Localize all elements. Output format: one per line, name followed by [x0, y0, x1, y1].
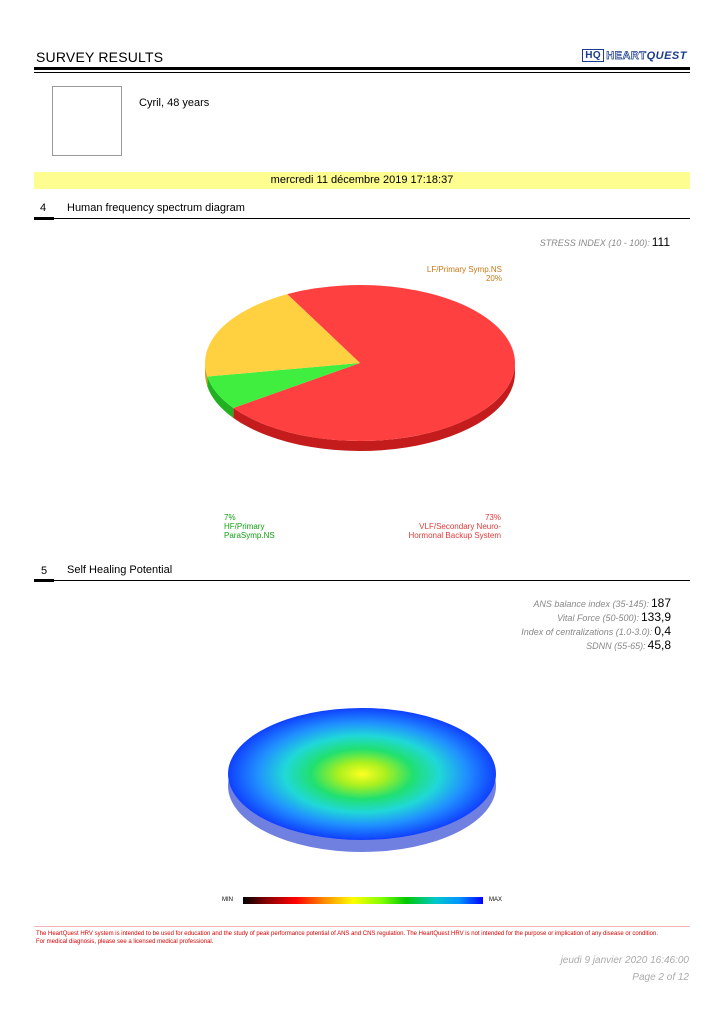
metric-sdnn: [521, 639, 671, 653]
metric-label: Vital Force (50-500):: [557, 613, 639, 623]
metric-centralization: [521, 625, 671, 639]
metric-value: 45,8: [647, 638, 671, 652]
hf-label-percent: 7%: [224, 513, 236, 522]
hf-label-name-2: ParaSymp.NS: [224, 531, 275, 540]
disc-top: [228, 708, 496, 840]
lf-label-percent: 20%: [485, 274, 502, 283]
metric-value: 133,9: [640, 610, 671, 624]
metric-value: 0,4: [654, 624, 671, 638]
patient-photo: [52, 86, 122, 156]
hf-label-name-1: HF/Primary: [224, 522, 265, 531]
footer-date: jeudi 9 janvier 2020 16:46:00: [560, 955, 689, 966]
logo-quest: QUEST: [646, 49, 687, 62]
legend-gradient-bar: [243, 897, 483, 904]
vlf-label-name-1: VLF/Secondary Neuro-: [419, 522, 501, 531]
vlf-label: [409, 513, 501, 540]
logo-hq: HQ: [582, 49, 604, 62]
logo-heart: HEART: [606, 49, 647, 62]
patient-name: Cyril, 48 years: [139, 97, 210, 109]
survey-date: mercredi 11 décembre 2019 17:18:37: [270, 174, 454, 186]
section-rule: [34, 218, 690, 219]
header-rule: [34, 67, 690, 70]
page-number: Page 2 of 12: [632, 972, 689, 983]
section-number: 5: [41, 565, 48, 577]
lf-label-name: LF/Primary Symp.NS: [426, 265, 502, 274]
disclaimer: [36, 930, 686, 946]
metric-vital-force: [521, 611, 671, 625]
disclaimer-medical: For medical diagnosis, please see a licensed medical professional.: [36, 939, 214, 945]
pie-top: [205, 285, 515, 441]
page-title: SURVEY RESULTS: [36, 49, 164, 65]
metric-label: SDNN (55-65):: [586, 641, 646, 651]
vlf-label-name-2: Hormonal Backup System: [408, 531, 501, 540]
lf-label: [427, 265, 502, 283]
heartquest-logo: [582, 49, 687, 62]
disclaimer-text: The HeartQuest HRV system is intended to be used for education and the study of peak performance potential of ANS and CNS regulation. The HeartQuest HRV is not intended for the purpose or implication of any disease or condition.: [36, 931, 659, 937]
metric-ans-balance: [521, 597, 671, 611]
section-number: 4: [40, 202, 47, 214]
metric-label: ANS balance index (35-145):: [533, 599, 649, 609]
legend-min-label: MIN: [222, 897, 233, 903]
section-rule-accent: [34, 217, 54, 220]
section-title: Human frequency spectrum diagram: [67, 202, 245, 214]
healing-metrics: [521, 597, 671, 653]
section-title: Self Healing Potential: [67, 564, 173, 576]
section-rule-accent: [34, 579, 54, 582]
header-rule-thin: [34, 72, 690, 73]
stress-index: [540, 235, 670, 249]
legend-max-label: MAX: [489, 897, 503, 903]
stress-index-value: 111: [651, 235, 670, 249]
healing-potential-disc: [225, 700, 500, 860]
metric-value: 187: [650, 596, 671, 610]
footer-rule: [34, 926, 690, 927]
stress-index-label: STRESS INDEX (10 - 100):: [539, 238, 650, 248]
metric-label: Index of centralizations (1.0-3.0):: [521, 627, 653, 637]
frequency-pie-chart: [195, 285, 525, 470]
vlf-label-percent: 73%: [484, 513, 501, 522]
hf-label: [224, 513, 275, 540]
section-rule: [34, 580, 690, 581]
